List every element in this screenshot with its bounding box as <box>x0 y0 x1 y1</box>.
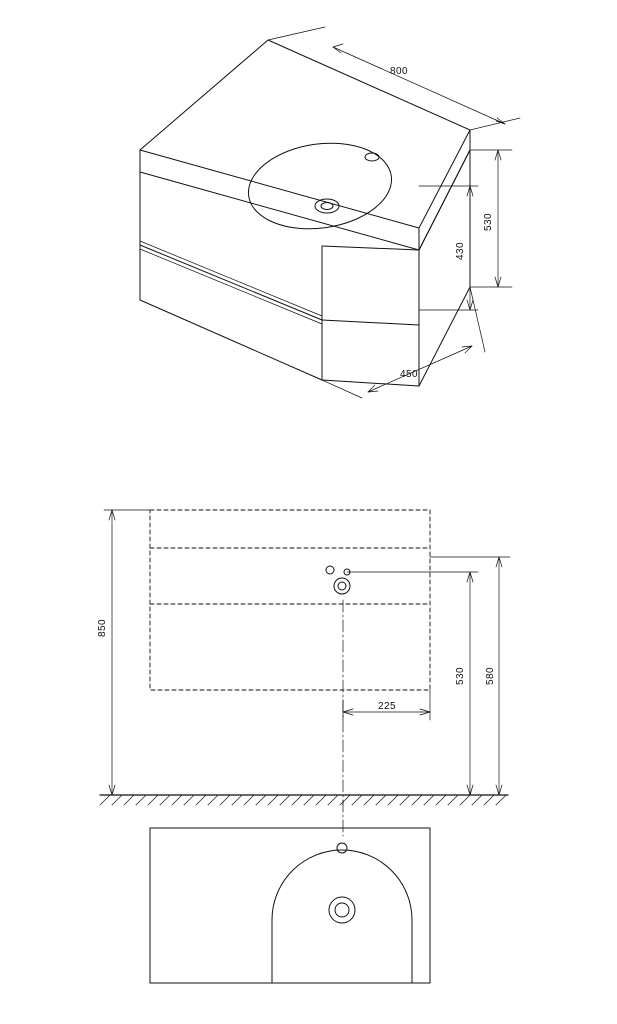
front-elevation <box>100 510 510 805</box>
dim-front-floor-to-top: 850 <box>97 619 108 637</box>
dim-iso-depth: 450 <box>400 369 418 380</box>
isometric-dimension-lines <box>268 27 520 398</box>
dim-front-centre-offset: 225 <box>378 701 396 712</box>
dim-front-outlet-height: 580 <box>485 667 496 685</box>
isometric-cabinet <box>140 40 470 386</box>
top-plan <box>150 800 430 983</box>
dim-front-tap-height: 530 <box>455 667 466 685</box>
dim-iso-height-cabinet: 430 <box>455 242 466 260</box>
dim-iso-height-total: 530 <box>483 213 494 231</box>
dim-iso-width: 800 <box>390 66 408 77</box>
